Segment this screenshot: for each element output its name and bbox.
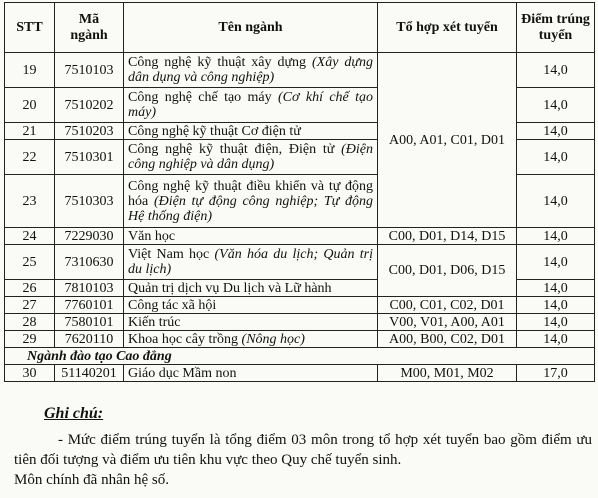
cell-ma: 51140201	[55, 365, 124, 382]
cell-ten: Quản trị dịch vụ Du lịch và Lữ hành	[124, 280, 378, 297]
cell-stt: 28	[5, 314, 55, 331]
cell-ma: 7510103	[55, 53, 124, 88]
cell-ten: Công nghệ kỹ thuật điều khiển và tự động hóa (Điện tự động công nghiệp; Tự động Hệ thống điện)	[124, 175, 378, 228]
cell-ma: 7580101	[55, 314, 124, 331]
header-ten-nganh: Tên ngành	[124, 3, 378, 53]
cell-stt: 26	[5, 280, 55, 297]
cell-to-hop-group-1: A00, A01, C01, D01	[378, 53, 517, 228]
notes-line-1: - Mức điểm trúng tuyển là tổng điểm 03 môn trong tổ hợp xét tuyển bao gồm điểm ưu tiên đối tượng và điểm ưu tiên khu vực theo Quy chế tuyển sinh.	[14, 432, 592, 468]
cell-ma: 7810103	[55, 280, 124, 297]
notes-title: Ghi chú:	[44, 405, 104, 422]
header-to-hop: Tổ hợp xét tuyển	[378, 3, 517, 53]
cell-stt: 19	[5, 53, 55, 88]
cell-ma: 7510202	[55, 88, 124, 123]
cell-diem: 14,0	[517, 331, 595, 348]
cell-to-hop: M00, M01, M02	[378, 365, 517, 382]
cell-stt: 27	[5, 297, 55, 314]
table-row	[5, 53, 595, 88]
table-row	[5, 297, 595, 314]
header-stt: STT	[5, 3, 55, 53]
cell-diem: 14,0	[517, 88, 595, 123]
cell-to-hop: V00, V01, A00, A01	[378, 314, 517, 331]
notes-section	[14, 404, 592, 490]
cell-ten: Văn học	[124, 228, 378, 245]
cell-ten: Việt Nam học (Văn hóa du lịch; Quản trị du lịch)	[124, 245, 378, 280]
cell-ma: 7760101	[55, 297, 124, 314]
cell-to-hop: C00, D01, D14, D15	[378, 228, 517, 245]
admission-table	[4, 2, 595, 382]
cell-to-hop: C00, C01, C02, D01	[378, 297, 517, 314]
notes-line-2: Môn chính đã nhân hệ số.	[14, 472, 169, 488]
cell-stt: 21	[5, 123, 55, 140]
table-row	[5, 331, 595, 348]
cell-ten: Công nghệ kỹ thuật Cơ điện tử	[124, 123, 378, 140]
cell-ten: Khoa học cây trồng (Nông học)	[124, 331, 378, 348]
cell-ma: 7229030	[55, 228, 124, 245]
cell-stt: 29	[5, 331, 55, 348]
cell-ma: 7510301	[55, 140, 124, 175]
table-header-row	[5, 3, 595, 53]
cell-to-hop-group-2: C00, D01, D06, D15	[378, 245, 517, 297]
table-row	[5, 245, 595, 280]
cell-diem: 14,0	[517, 123, 595, 140]
table-row	[5, 314, 595, 331]
cell-diem: 14,0	[517, 53, 595, 88]
cell-stt: 23	[5, 175, 55, 228]
cell-diem: 14,0	[517, 280, 595, 297]
header-ma-nganh: Mã ngành	[55, 3, 124, 53]
cell-ten: Công tác xã hội	[124, 297, 378, 314]
cell-stt: 22	[5, 140, 55, 175]
section-row	[5, 348, 595, 365]
cell-diem: 14,0	[517, 228, 595, 245]
cell-ma: 7510203	[55, 123, 124, 140]
cell-diem: 14,0	[517, 140, 595, 175]
cell-ten: Giáo dục Mầm non	[124, 365, 378, 382]
cell-stt: 30	[5, 365, 55, 382]
cell-diem: 14,0	[517, 314, 595, 331]
cell-to-hop: A00, B00, C02, D01	[378, 331, 517, 348]
cell-diem: 14,0	[517, 297, 595, 314]
cell-stt: 25	[5, 245, 55, 280]
cell-diem: 14,0	[517, 175, 595, 228]
table-row	[5, 228, 595, 245]
cell-ma: 7620110	[55, 331, 124, 348]
cell-ma: 7310630	[55, 245, 124, 280]
cell-stt: 20	[5, 88, 55, 123]
section-cao-dang: Ngành đào tạo Cao đẳng	[5, 348, 595, 365]
cell-ten: Công nghệ kỹ thuật điện, Điện tử (Điện công nghiệp và dân dụng)	[124, 140, 378, 175]
cell-stt: 24	[5, 228, 55, 245]
cell-ten: Công nghệ kỹ thuật xây dựng (Xây dựng dân dụng và công nghiệp)	[124, 53, 378, 88]
cell-diem: 14,0	[517, 245, 595, 280]
cell-ten: Kiến trúc	[124, 314, 378, 331]
header-diem: Điểm trúng tuyển	[517, 3, 595, 53]
cell-ten: Công nghệ chế tạo máy (Cơ khí chế tạo máy)	[124, 88, 378, 123]
cell-ma: 7510303	[55, 175, 124, 228]
cell-diem: 17,0	[517, 365, 595, 382]
table-row	[5, 365, 595, 382]
